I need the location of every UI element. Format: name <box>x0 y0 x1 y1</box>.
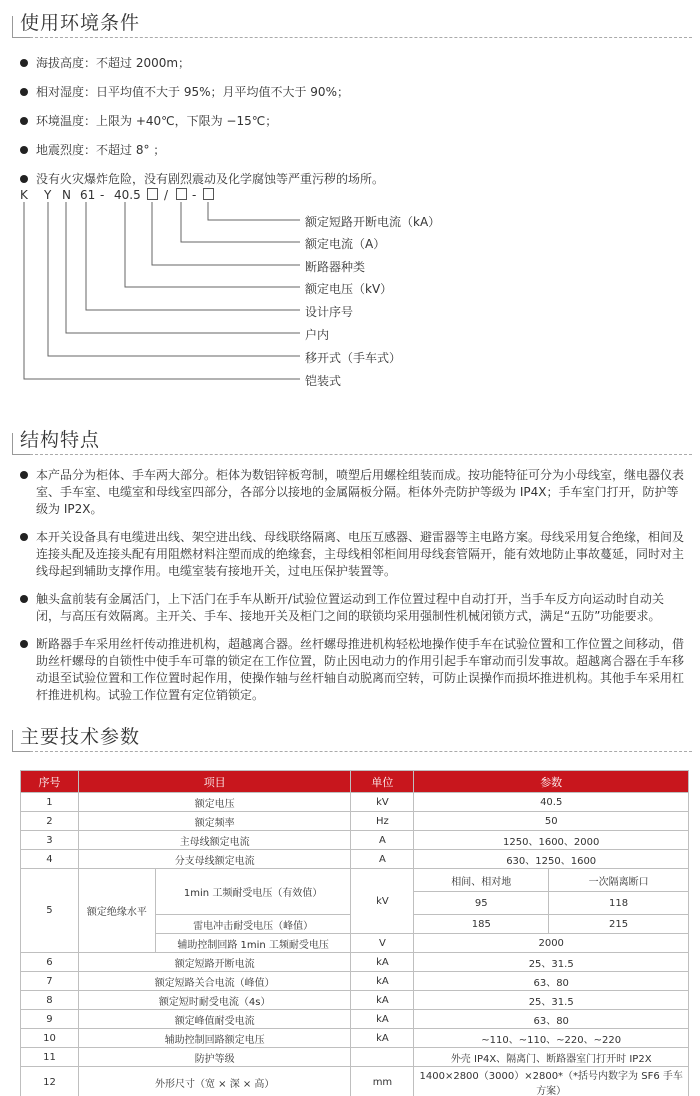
structure-title: 结构特点 <box>20 429 101 451</box>
cell-value: 185 <box>414 915 549 934</box>
table-row <box>21 831 689 850</box>
cell-unit: A <box>351 831 414 850</box>
cell-item: 额定电压 <box>78 793 351 812</box>
cell-no: 2 <box>21 812 79 831</box>
table-row <box>21 1029 689 1048</box>
header-item: 项目 <box>78 771 351 793</box>
header-value: 参数 <box>414 771 689 793</box>
cell-item: 额定短路开断电流 <box>78 953 351 972</box>
cell-no: 10 <box>21 1029 79 1048</box>
table-row <box>21 812 689 831</box>
list-item-text: 环境温度：上限为 +40℃，下限为 −15℃； <box>36 114 278 128</box>
list-item-text: 海拔高度：不超过 2000m； <box>36 56 191 70</box>
label-indoor: 户内 <box>305 328 330 342</box>
cell-value: 50 <box>414 812 689 831</box>
code-char-y: Y <box>44 188 52 202</box>
connector-line <box>208 202 300 220</box>
cell-no: 1 <box>21 793 79 812</box>
table-row <box>21 850 689 869</box>
model-code-diagram <box>0 0 700 400</box>
cell-unit: Hz <box>351 812 414 831</box>
cell-subheader: 相间、相对地 <box>414 869 549 892</box>
cell-value: 外壳 IP4X、隔离门、断路器室门打开时 IP2X <box>414 1048 689 1067</box>
list-item-text: 地震烈度：不超过 8° ； <box>36 143 166 157</box>
label-armored: 铠装式 <box>305 374 342 388</box>
code-char-k: K <box>20 188 28 202</box>
cell-value: 95 <box>414 892 549 915</box>
title-rule <box>30 454 692 455</box>
cell-unit: kV <box>351 793 414 812</box>
cell-item: 分支母线额定电流 <box>78 850 351 869</box>
cell-no: 4 <box>21 850 79 869</box>
cell-item: 外形尺寸（宽 × 深 × 高） <box>78 1067 351 1096</box>
cell-item: 1min 工频耐受电压（有效值） <box>155 869 351 915</box>
connector-lines <box>0 0 700 400</box>
cell-unit: kA <box>351 972 414 991</box>
table-row <box>21 869 689 892</box>
cell-unit <box>351 1048 414 1067</box>
list-item-text: 触头盒前装有金属活门，上下活门在手车从断开/试验位置运动到工作位置过程中自动打开，当手车反方向运动时自动关闭，与高压有效隔离。主开关、手车、接地开关及柜门之间的联锁均采用强制性机械闭锁方式，满足“五防”功能要求。 <box>36 592 665 623</box>
code-char-dash-2: - <box>192 188 197 202</box>
list-item <box>18 467 688 518</box>
table-row <box>21 1067 689 1096</box>
cell-item: 额定频率 <box>78 812 351 831</box>
cell-value: 40.5 <box>414 793 689 812</box>
connector-line <box>125 202 300 287</box>
table-row <box>21 991 689 1010</box>
list-item <box>18 591 688 625</box>
label-breaker-type: 断路器种类 <box>305 260 366 274</box>
params-title: 主要技术参数 <box>20 726 141 748</box>
cell-item: 雷电冲击耐受电压（峰值） <box>155 915 351 934</box>
features-list <box>18 467 688 715</box>
cell-item: 额定峰值耐受电流 <box>78 1010 351 1029</box>
cell-subheader: 一次隔离断口 <box>549 869 689 892</box>
cell-no: 8 <box>21 991 79 1010</box>
cell-unit: A <box>351 850 414 869</box>
cell-value: ~110、~110、~220、~220 <box>414 1029 689 1048</box>
label-rated-voltage: 额定电压（kV） <box>305 282 393 296</box>
cell-value: 1400×2800（3000）×2800*（*括号内数字为 SF6 手车方案） <box>414 1067 689 1096</box>
connector-line <box>66 202 300 333</box>
environment-title: 使用环境条件 <box>20 12 141 34</box>
cell-value: 630、1250、1600 <box>414 850 689 869</box>
cell-no: 3 <box>21 831 79 850</box>
connector-line <box>86 202 300 310</box>
list-item-text: 断路器手车采用丝杆传动推进机构，超越离合器。丝杆螺母推进机构轻松地操作使手车在试验位置和工作位置之间移动，借助丝杆螺母的自锁性中使手车可靠的锁定在工作位置，防止因电动力的作用引起手车窜动而引发事故。超越离合器在手车移动退至试验位置和工作位置时起作用，使操作轴与丝杆轴自动脱离而空转，可防止误操作而损坏推进机构。其他手车采用杠杆推进机构。试验工作位置有定位销锁定。 <box>36 637 685 702</box>
label-breaking-current: 额定短路开断电流（kA） <box>305 215 441 229</box>
cell-value: 25、31.5 <box>414 953 689 972</box>
code-char-dash: - <box>100 188 105 202</box>
cell-value: 1250、1600、2000 <box>414 831 689 850</box>
cell-item: 额定短路关合电流（峰值） <box>78 972 351 991</box>
cell-value: 118 <box>549 892 689 915</box>
cell-unit: kV <box>351 869 414 934</box>
table-row <box>21 953 689 972</box>
list-item <box>18 636 688 704</box>
header-no: 序号 <box>21 771 79 793</box>
table-row <box>21 793 689 812</box>
list-item-text: 本产品分为柜体、手车两大部分。柜体为数铝锌板弯制，喷塑后用螺栓组装而成。按功能特征可分为小母线室，继电器仪表室、手车室、电缆室和母线室四部分，各部分以接地的金属隔板分隔。柜体外壳防护等级为 IP4X；手车室门打开，防护等级为 IP2X。 <box>36 468 685 516</box>
bullet-icon <box>20 471 28 479</box>
title-rule <box>30 751 692 752</box>
label-withdrawable: 移开式（手车式） <box>305 351 402 365</box>
label-design-no: 设计序号 <box>305 305 354 319</box>
table-row <box>21 1048 689 1067</box>
cell-unit: kA <box>351 1029 414 1048</box>
cell-no: 9 <box>21 1010 79 1029</box>
cell-unit: mm <box>351 1067 414 1096</box>
cell-value: 25、31.5 <box>414 991 689 1010</box>
cell-item: 主母线额定电流 <box>78 831 351 850</box>
list-item-text: 没有火灾爆炸危险，没有剧烈震动及化学腐蚀等严重污秽的场所。 <box>36 172 385 186</box>
cell-value: 2000 <box>414 934 689 953</box>
connector-line <box>181 202 300 242</box>
bullet-icon <box>20 533 28 541</box>
list-item-text: 相对湿度：日平均值不大于 95%；月平均值不大于 90%； <box>36 85 349 99</box>
cell-value: 63、80 <box>414 972 689 991</box>
cell-no: 11 <box>21 1048 79 1067</box>
code-char-405: 40.5 <box>114 188 141 202</box>
bullet-icon <box>20 595 28 603</box>
cell-no: 6 <box>21 953 79 972</box>
cell-unit: kA <box>351 953 414 972</box>
label-rated-current: 额定电流（A） <box>305 237 386 251</box>
header-unit: 单位 <box>351 771 414 793</box>
cell-value: 63、80 <box>414 1010 689 1029</box>
cell-item: 辅助控制回路 1min 工频耐受电压 <box>155 934 351 953</box>
cell-no: 12 <box>21 1067 79 1096</box>
cell-item: 辅助控制回路额定电压 <box>78 1029 351 1048</box>
table-row <box>21 1010 689 1029</box>
cell-item: 防护等级 <box>78 1048 351 1067</box>
code-char-61: 61 <box>80 188 96 202</box>
table-row <box>21 972 689 991</box>
parameters-table <box>20 770 689 1096</box>
table-header-row <box>21 771 689 793</box>
cell-unit: V <box>351 934 414 953</box>
list-item-text: 本开关设备具有电缆进出线、架空进出线、母线联络隔离、电压互感器、避雷器等主电路方案。母线采用复合绝缘，相间及连接头配及连接头配有用阻燃材料注塑而成的绝缘套，主母线相邻柜间用母线套管隔开，能有效地防止事故蔓延，同时对主线母起到辅助支撑作用。电缆室装有接地开关，过电压保护装置等。 <box>36 530 685 578</box>
cell-unit: kA <box>351 1010 414 1029</box>
cell-item: 额定短时耐受电流（4s） <box>78 991 351 1010</box>
section-title-params <box>12 722 692 752</box>
connector-line <box>152 202 300 265</box>
cell-no: 5 <box>21 869 79 953</box>
section-title-structure <box>12 425 692 455</box>
code-char-slash: / <box>164 188 169 202</box>
bullet-icon <box>20 640 28 648</box>
cell-value: 215 <box>549 915 689 934</box>
list-item <box>18 529 688 580</box>
code-char-n: N <box>62 188 71 202</box>
cell-no: 7 <box>21 972 79 991</box>
cell-group: 额定绝缘水平 <box>78 869 155 953</box>
connector-line <box>24 202 300 379</box>
cell-unit: kA <box>351 991 414 1010</box>
